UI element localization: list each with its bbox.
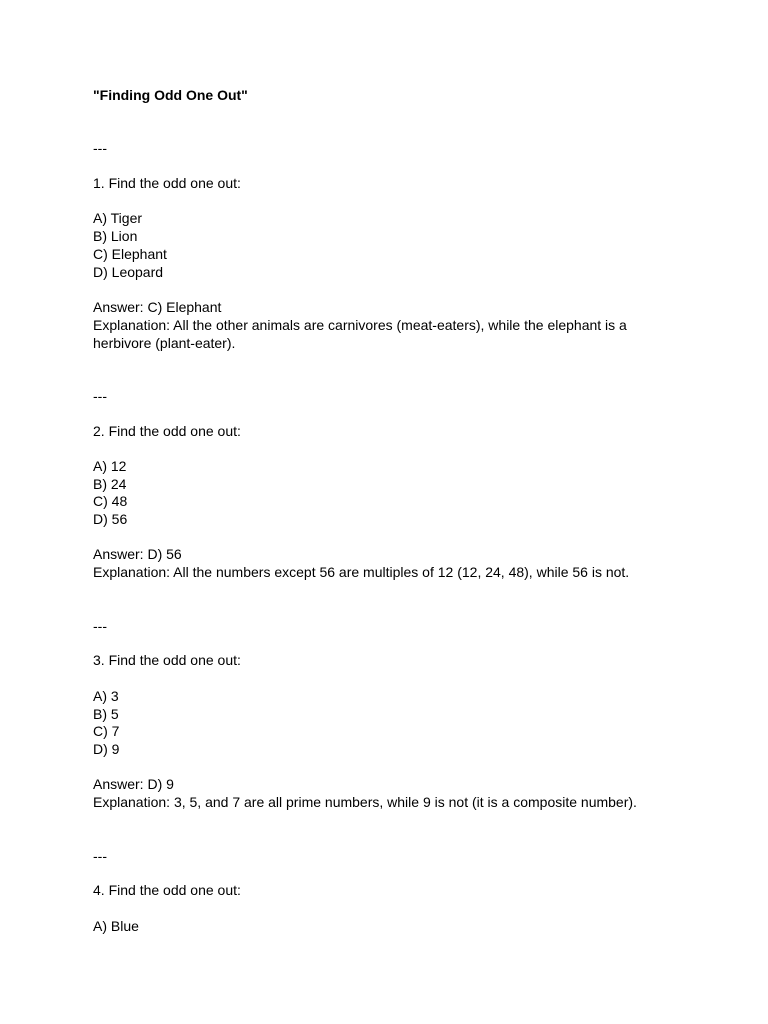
question-2-answer: Answer: D) 56 — [93, 546, 182, 562]
question-1-option-a: A) Tiger — [93, 210, 143, 226]
question-2-option-d: D) 56 — [93, 511, 128, 527]
question-3-explanation: Explanation: 3, 5, and 7 are all prime numbers, while 9 is not (it is a composite number). — [93, 794, 637, 810]
question-1-option-c: C) Elephant — [93, 246, 167, 262]
question-4-option-a: A) Blue — [93, 918, 139, 934]
question-1-explanation: Explanation: All the other animals are carnivores (meat-eaters), while the elephant is a herbivore (plant-eater). — [93, 317, 627, 351]
question-2-option-a: A) 12 — [93, 458, 127, 474]
question-3-prompt: 3. Find the odd one out: — [93, 652, 241, 668]
separator: --- — [93, 140, 107, 156]
question-3-answer: Answer: D) 9 — [93, 776, 174, 792]
separator: --- — [93, 618, 107, 634]
question-3-option-c: C) 7 — [93, 723, 120, 739]
question-1-option-b: B) Lion — [93, 228, 138, 244]
separator: --- — [93, 388, 107, 404]
question-2-prompt: 2. Find the odd one out: — [93, 423, 241, 439]
document-title: "Finding Odd One Out" — [93, 87, 248, 103]
question-1-prompt: 1. Find the odd one out: — [93, 175, 241, 191]
question-4-prompt: 4. Find the odd one out: — [93, 882, 241, 898]
question-1-answer: Answer: C) Elephant — [93, 299, 222, 315]
question-3-option-d: D) 9 — [93, 741, 120, 757]
question-2-explanation: Explanation: All the numbers except 56 are multiples of 12 (12, 24, 48), while 56 is not. — [93, 564, 630, 580]
question-2-option-c: C) 48 — [93, 493, 128, 509]
separator: --- — [93, 848, 107, 864]
question-2-option-b: B) 24 — [93, 476, 127, 492]
question-3-option-b: B) 5 — [93, 706, 119, 722]
question-3-option-a: A) 3 — [93, 688, 119, 704]
question-1-option-d: D) Leopard — [93, 264, 164, 280]
